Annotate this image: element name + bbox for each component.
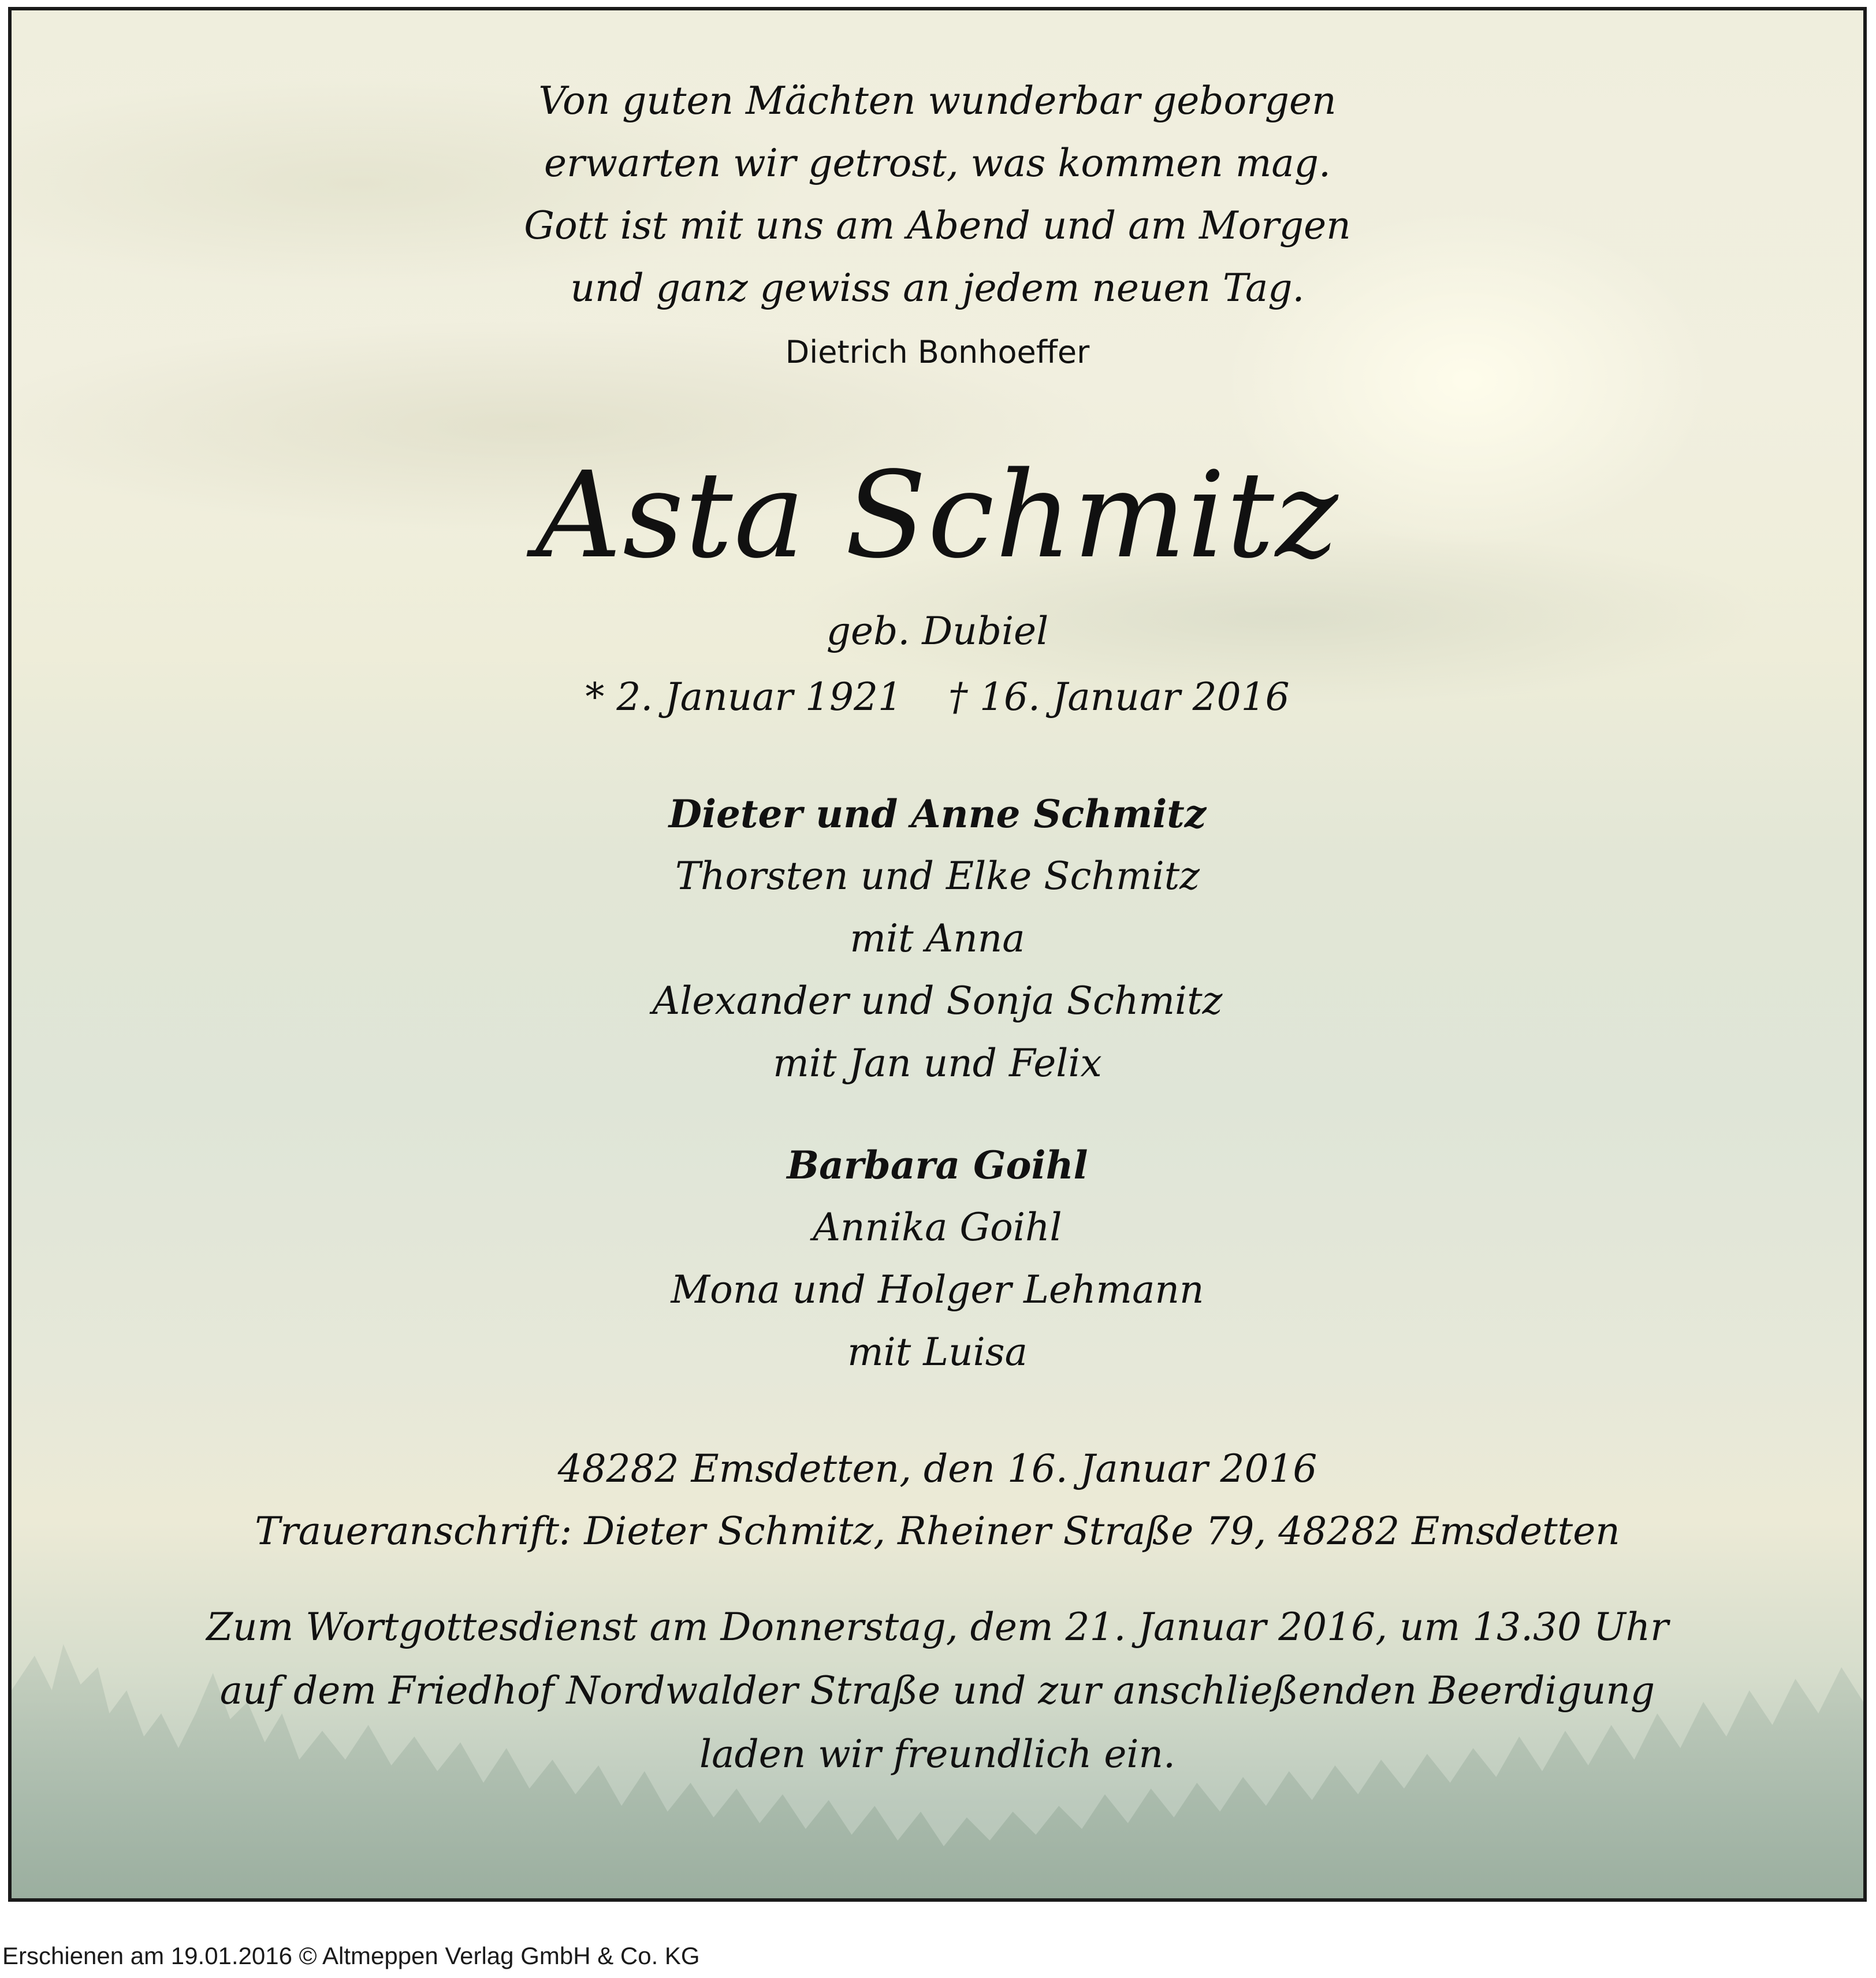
mourner-line: Annika Goihl xyxy=(813,1205,1062,1250)
verse-line-4: und ganz gewiss an jedem neuen Tag. xyxy=(570,266,1305,310)
mourner-group-1-head: Dieter und Anne Schmitz xyxy=(668,791,1207,836)
verse-line-3: Gott ist mit uns am Abend und am Morgen xyxy=(524,203,1351,248)
mourner-line: mit Anna xyxy=(850,916,1025,961)
place-date: 48282 Emsdetten, den 16. Januar 2016 xyxy=(557,1447,1317,1491)
birth-date: * 2. Januar 1921 xyxy=(585,675,902,719)
publication-footer: Erschienen am 19.01.2016 © Altmeppen Verlag GmbH & Co. KG xyxy=(2,1942,700,1969)
mourning-address: Traueranschrift: Dieter Schmitz, Rheiner Straße 79, 48282 Emsdetten xyxy=(255,1509,1620,1553)
mourner-line: Mona und Holger Lehmann xyxy=(671,1267,1204,1312)
invitation-line-3: laden wir freundlich ein. xyxy=(699,1732,1175,1776)
life-dates xyxy=(12,675,1863,719)
mourner-line: Thorsten und Elke Schmitz xyxy=(675,854,1200,898)
maiden-name: geb. Dubiel xyxy=(826,609,1049,653)
verse-line-1: Von guten Mächten wunderbar geborgen xyxy=(538,79,1337,123)
mourner-line: mit Jan und Felix xyxy=(773,1041,1102,1085)
obituary-notice xyxy=(8,7,1867,1902)
death-date: † 16. Januar 2016 xyxy=(948,675,1290,719)
invitation-line-1: Zum Wortgottesdienst am Donnerstag, dem 21. Januar 2016, um 13.30 Uhr xyxy=(206,1605,1669,1649)
mourner-line: Alexander und Sonja Schmitz xyxy=(652,979,1223,1023)
notice-content xyxy=(12,10,1863,1898)
mourner-group-2-head: Barbara Goihl xyxy=(787,1143,1088,1188)
invitation-line-2: auf dem Friedhof Nordwalder Straße und zur anschließenden Beerdigung xyxy=(219,1668,1655,1713)
verse-line-2: erwarten wir getrost, was kommen mag. xyxy=(544,141,1331,185)
verse-author: Dietrich Bonhoeffer xyxy=(785,334,1090,370)
mourner-line: mit Luisa xyxy=(847,1330,1028,1374)
deceased-name: Asta Schmitz xyxy=(535,446,1339,585)
